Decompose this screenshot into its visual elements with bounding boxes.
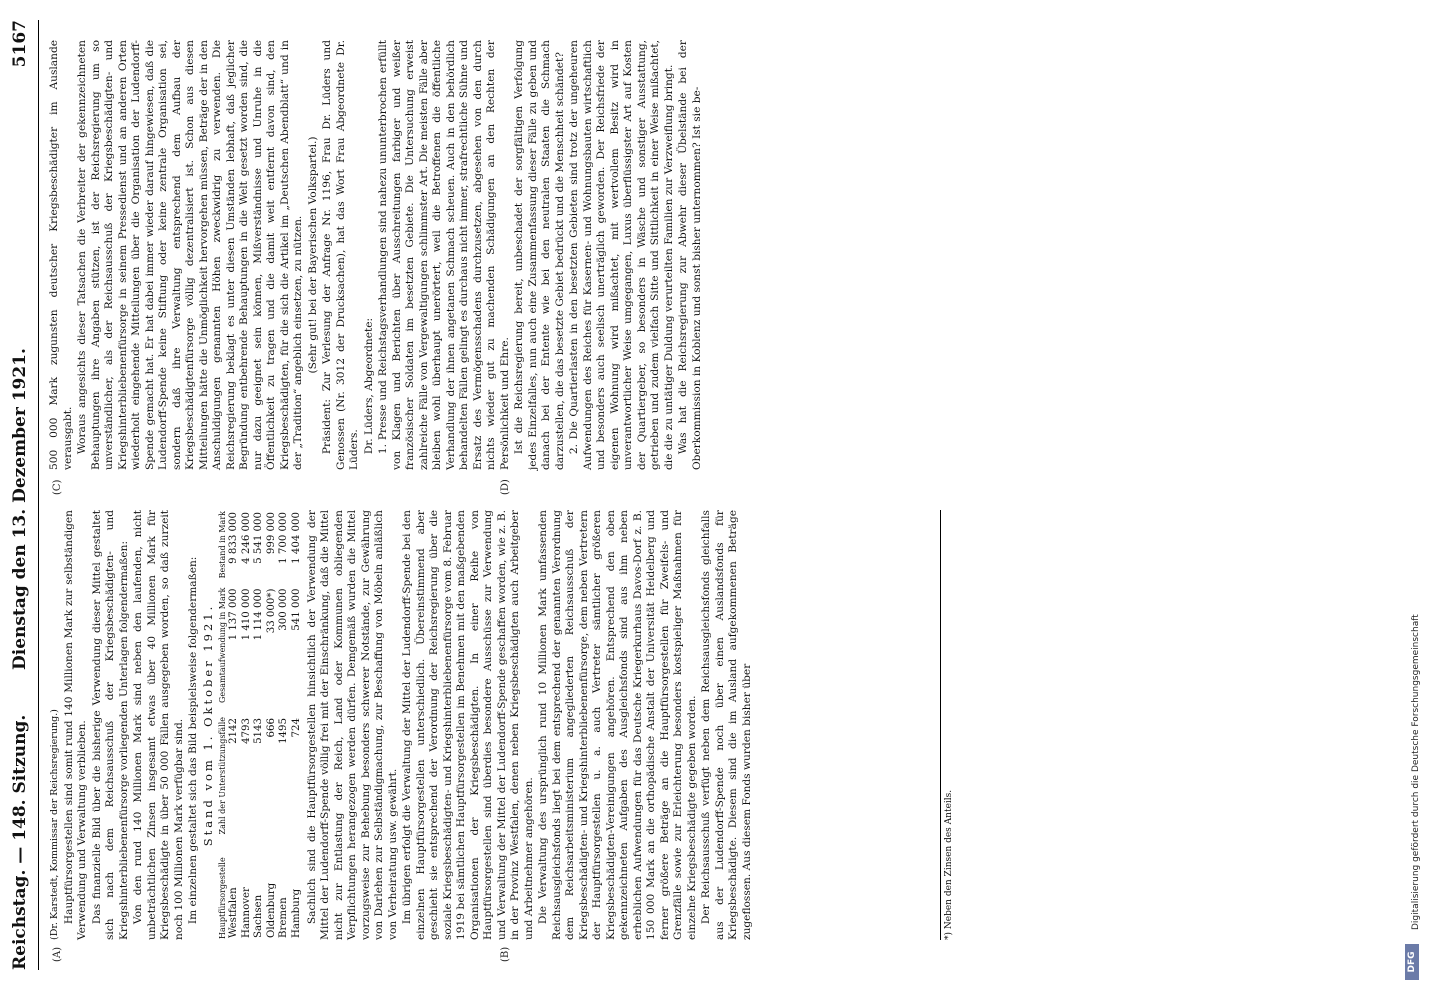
table-cell: 4 246 000 <box>240 512 252 564</box>
paragraph: Im einzelnen gestaltet sich das Bild beispielsweise folgendermaßen: <box>187 556 199 925</box>
table-header: Zahl der Unterstützungsfälle <box>218 716 227 835</box>
paragraph: Das finanzielle Bild über die bisherige Verwendung dieser Mittel gestaltet sich nach dem Reichsausschuß der Kriegsbeschädigten- und Kriegshinterbliebenenfürsorge vorliegenden Unterlagen folgendermaßen: <box>90 510 130 940</box>
table-header: Bestand in Mark <box>218 511 227 579</box>
margin-marker-b: (B) <box>500 946 511 962</box>
table-cell: 999 000 <box>265 512 277 555</box>
statistics-table <box>217 510 304 940</box>
left-column <box>48 510 755 940</box>
table-cell: Hannover <box>240 887 252 938</box>
table-cell: Oldenburg <box>265 882 277 938</box>
table-cell: 300 000 <box>278 588 290 631</box>
table-row <box>228 510 241 940</box>
page-header <box>8 20 39 970</box>
table-cell: 541 000 <box>290 588 302 631</box>
header-center: Dienstag den 13. Dezember 1921. <box>10 348 30 670</box>
paragraph: Sachlich sind die Hauptfürsorgestellen hinsichtlich der Verwendung der Mittel der Ludendorff-Spende völlig frei mit der Einschränkung, daß die Mittel nicht zur Entlastung der Reich, Land oder Kommunen obliegenden Verpflichtungen herangezogen werden dürfen. Demgemäß wurden die Mittel vorzugsweise zur Behebung besonders schwerer Notstände, zur Gewährung von Darlehen zur Selbständigmachung, zur Beschaffung von Möbeln anläßlich von Verheiratung usw. gewährt. <box>305 510 399 940</box>
table-row <box>278 510 291 940</box>
paragraph: 500 000 Mark zugunsten deutscher Kriegsbeschädigter im Auslande verausgabt. <box>48 40 74 470</box>
paragraph: Woraus angesichts dieser Tatsachen die Verbreiter der gekennzeichneten Behauptungen ihre Angaben stützen, ist der Reichsregierung um so unverständlicher, als der Reichsausschuß der Kriegsbeschädigten- und Kriegshinterbliebenenfürsorge in seinem Pressedienst und an anderen Orten wiederholt eingehende Mitteilungen über die Organisation der Ludendorff-Spende gemacht hat. Er hat dabei immer wieder darauf hingewiesen, daß die Ludendorff-Spende keine Stiftung oder keine zentrale Organisation sei, sondern daß ihre Verwaltung entsprechend dem Aufbau der Kriegsbeschädigtenfürsorge völlig dezentralisiert ist. Schon aus diesen Mitteilungen hätte die Unmöglichkeit hervorgehen müssen, Beträge der in den Anschuldigungen genannten Höhen zweckwidrig zu verwenden. Die Reichsregierung beklagt es unter diesen Umständen lebhaft, daß jeglicher Begründung entbehrende Behauptungen in die Welt gesetzt worden sind, die nur dazu geeignet sein können, Mißverständnisse und Unruhe in die Öffentlichkeit zu tragen und die damit weit entfernt davon sind, den Kriegsbeschädigten, für die sich die Artikel im „Deutschen Abendblatt“ und in der „Tradition“ angeblich einsetzen, zu nützen. <box>76 40 304 470</box>
table-cell: 1 137 000 <box>228 588 239 641</box>
paragraph: Der Reichsausschuß verfügt neben dem Reichsausgleichsfonds gleichfalls aus der Ludendorff-Spende noch über einen Auslandsfonds für Kriegsbeschädigte. Diesem sind die im Ausland aufgekommenen Beträge zugeflossen. Aus diesem Fonds wurden bisher über <box>700 510 753 940</box>
paragraph: 2. Die Quartierlasten in den besetzten Gebieten sind trotz der ungeheuren Aufwendungen des Reiches für Kasernen- und Wohnungsbauten wirtschaftlich und besonders auch seelisch unerträglich geworden. Der Reichsfriede der eigenen Wohnung wird mißachtet, mit wertvollem Besitz wird in unverantwortlicher Weise umgegangen, Luxus überflüssigster Art auf Kosten der Quartiergeber, so besonders in Wäsche und sonstiger Ausstattung, getrieben und zudem vielfach Sitte und Sittlichkeit in einer Weise mißachtet, die die zu untätiger Duldung verurteilten Familien zur Verzweiflung bringt. <box>568 40 675 470</box>
paragraph: Ist die Reichsregierung bereit, unbeschadet der sorgfältigen Verfolgung jedes Einzelfalles, nun auch eine Zusammenfassung dieser Fälle zu geben und danach bei der Entente wie bei den neutralen Staaten die Schmach darzustellen, die das besetzte Gebiet bedrückt und die Menschheit schändet? <box>513 40 566 470</box>
interjection: (Sehr gut! bei der Bayerischen Volkspartei.) <box>306 136 319 374</box>
paragraph: 1. Presse und Reichstagsverhandlungen sind nahezu ununterbrochen erfüllt von Klagen und Berichten über Ausschreitungen farbiger und weißer französischer Soldaten im besetzten Gebiete. Die Untersuchung erweist zahlreiche Fälle von Vergewaltigungen schlimmster Art. Die meisten Fälle aber bleiben wohl überhaupt unerörtert, weil die Betroffenen die öffentliche Verhandlung der ihnen angetanen Schmach scheuen. Auch in den behördlich behandelten Fällen gelingt es durchaus nicht immer, strafrechtliche Sühne und Ersatz des Vermögensschadens durchzusetzen, abgesehen von den durch nichts wieder gut zu machenden Schädigungen an den Rechten der Persönlichkeit und Ehre. <box>377 40 511 470</box>
paragraph: Von den rund 140 Millionen Mark sind neben den laufenden, nicht unbeträchtlichen Zinsen insgesamt etwas über 40 Millionen Mark für Kriegsbeschädigte in über 50 000 Fällen ausgegeben worden, so daß zurzeit noch 100 Millionen Mark verfügbar sind. <box>132 510 185 940</box>
dfg-logo-badge: DFG <box>1405 944 1419 980</box>
table-row <box>266 510 279 940</box>
table-header: Gesamtaufwendung in Mark <box>218 587 227 703</box>
paragraph: Hauptfürsorgestellen sind somit rund 140 Millionen Mark zur selbständigen Verwendung und Verwaltung verblieben. <box>62 510 88 940</box>
margin-marker-a: (A) <box>52 946 63 962</box>
table-row <box>253 510 266 940</box>
paragraph: Im übrigen erfolgt die Verwaltung der Mittel der Ludendorff-Spende bei den einzelnen Hauptfürsorgestellen unterschiedlich. Übereinstimmend aber geschieht sie entsprechend der Verordnung der Reichsregierung über die soziale Kriegsbeschädigten- und Kriegshinterbliebenenfürsorge vom 8. Februar 1919 bei sämtlichen Hauptfürsorgestellen im Benehmen mit den maßgebenden Organisationen der Kriegsbeschädigten. In einer Reihe von Hauptfürsorgestellen sind überdies besondere Ausschüsse zur Verwendung und Verwaltung der Mittel der Ludendorff-Spende geschaffen worden, wie z. B. in der Provinz Westfalen, denen neben Kriegsbeschädigten auch Arbeitgeber und Arbeitnehmer angehören. <box>401 510 535 940</box>
paragraph: Präsident: Zur Verlesung der Anfrage Nr. 1196, Frau Dr. Lüders und Genossen (Nr. 3012 der Drucksachen), hat das Wort Frau Abgeordnete Dr. Lüders. <box>321 40 360 470</box>
page-number: 5167 <box>10 20 30 68</box>
table-cell: 9 833 000 <box>228 512 239 564</box>
table-cell: Westfalen <box>228 887 239 938</box>
table-cell: 724 <box>290 717 302 738</box>
table-cell: 1 114 000 <box>253 588 265 641</box>
table-row <box>291 510 304 940</box>
table-cell: 1 700 000 <box>278 512 290 564</box>
table-cell: 5 541 000 <box>253 512 265 564</box>
table-cell: Bremen <box>278 897 290 938</box>
header-left: Reichstag. — 148. Sitzung. <box>10 714 30 970</box>
table-cell: 1 410 000 <box>240 588 252 641</box>
table-cell: 5143 <box>253 717 265 744</box>
table-row <box>241 510 254 940</box>
table-cell: 33 000*) <box>265 588 277 634</box>
speaker-label: Dr. Lüders, Abgeordnete: <box>362 317 375 455</box>
table-header: Hauptfürsorgestelle <box>218 857 227 939</box>
margin-marker-d: (D) <box>500 479 511 495</box>
footnote: *) Neben den Zinsen des Anteils. <box>940 510 954 940</box>
table-cell: 1 404 000 <box>290 512 302 564</box>
digitization-note: Digitalisierung gefördert durch die Deutsche Forschungsgemeinschaft <box>1411 614 1421 930</box>
table-cell: 4793 <box>240 717 252 744</box>
table-cell: 1495 <box>278 717 290 744</box>
table-title: Stand vom 1. Oktober 1921. <box>200 603 215 847</box>
table-cell: 2142 <box>228 717 239 744</box>
table-cell: 666 <box>265 717 277 738</box>
speaker-note: (Dr. Karstedt, Kommissar der Reichsregierung.) <box>49 709 60 940</box>
margin-marker-c: (C) <box>52 479 63 495</box>
right-column <box>48 40 705 470</box>
paragraph: Was hat die Reichsregierung zur Abwehr dieser Übelstände bei der Oberkommission in Koblenz und sonst bisher unternommen? Ist sie be- <box>677 40 703 470</box>
table-cell: Sachsen <box>253 894 265 938</box>
paragraph: Die Verwaltung des ursprünglich rund 10 Millionen Mark umfassenden Reichsausgleichsfonds liegt bei dem entsprechend der genannten Verordnung dem Reichsarbeitsministerium angegliederten Reichsausschuß der Kriegsbeschädigten- und Kriegshinterbliebenenfürsorge, dem neben Vertretern der Hauptfürsorgestellen u. a. auch Vertreter sämtlicher größeren Kriegsbeschädigten-Vereinigungen angehören. Entsprechend den oben gekennzeichneten Aufgaben des Ausgleichsfonds sind aus ihm neben erheblichen Aufwendungen für das Deutsche Kriegerkurhaus Davos-Dorf z. B. 150 000 Mark an die orthopädische Anstalt der Universität Heidelberg und ferner größere Beträge an die Hauptfürsorgestellen für Zweifels- und Grenzfälle sowie zur Erleichterung besonders kostspieliger Maßnahmen für einzelne Kriegsbeschädigte gegeben worden. <box>537 510 698 940</box>
table-cell: Hamburg <box>290 888 302 938</box>
